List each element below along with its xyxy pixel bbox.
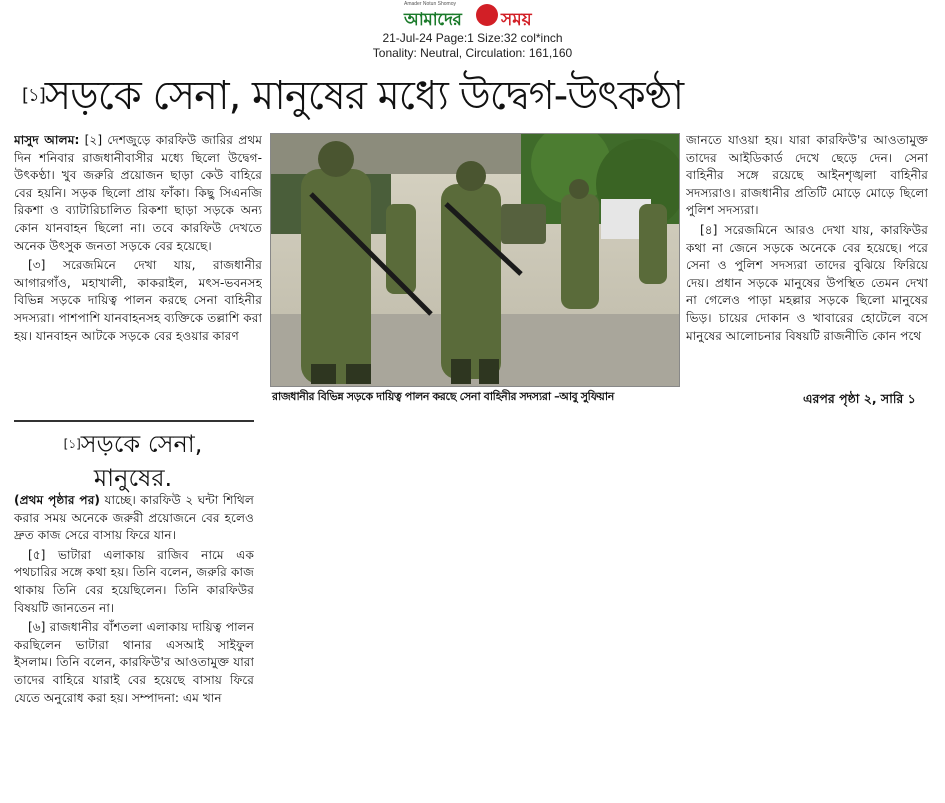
continuation-paragraph-2: [৫] ভাটারা এলাকায় রাজিব নামে এক পথচারির সঙ্গে কথা হয়। তিনি বলেন, জরুরি কাজ থাকায় তিনি বের হয়েছিলেন। তিনি কারফিউর বিষয়টি জানতেন না।: [14, 547, 254, 615]
article-paragraph-1-text: [২] দেশজুড়ে কারফিউ জারির প্রথম দিন শনিবার রাজধানীবাসীর মধ্যে ছিলো উদ্বেগ-উৎকণ্ঠা। খুব জরুরি প্রয়োজন ছাড়া কেউ বাহিরে বের হয়নি। সড়ক ছিলো প্রায় ফাঁকা। কিছু সিএনজি রিকশা ও ব্যাটারিচালিত রিকশা ছাড়া সড়কে অন্য কোন যানবাহন ছিলো না। তবে কারফিউ দেখতে অনেক উৎসুক জনতা সড়কে বের হয়েছে।: [14, 133, 262, 253]
continuation-paragraph-1-text: যাচ্ছে। কারফিউ ২ ঘন্টা শিথিল করার সময় অনেকে জরুরী প্রয়োজনে বের হলেও দ্রুত কাজ সেরে বাসায় ফিরে যান।: [14, 493, 254, 543]
continuation-paragraph-1: [14, 492, 254, 545]
soldiers-photo-image: [271, 134, 679, 386]
continuation-lead: (প্রথম পৃষ্ঠার পর): [14, 493, 100, 507]
clip-meta-circulation: Tonality: Neutral, Circulation: 161,160: [372, 46, 573, 60]
masthead-logo: [404, 2, 544, 28]
continuation-title-line2: মানুষের.: [93, 464, 173, 492]
headline-ref: [১]: [22, 85, 45, 106]
continuation-column: [14, 492, 254, 802]
headline: [22, 70, 927, 122]
article-paragraph-3: জানতে যাওয়া হয়। যারা কারফিউ'র আওতামুক্ত তাদের আইডিকার্ড দেখে ছেড়ে দেন। সেনা বাহিনীর সঙ্গে রয়েছে আইনশৃঙ্খলা বাহিনীর সদস্যরাও। রাজধানীর প্রতিটি মোড়ে মোড়ে ছিলো পুলিশ সদস্যরা।: [686, 133, 928, 218]
photo-caption: রাজধানীর বিভিন্ন সড়কে দায়িত্ব পালন করছে সেনা বাহিনীর সদস্যরা –আবু সুফিয়ান: [272, 390, 614, 403]
headline-text: সড়কে সেনা, মানুষের মধ্যে উদ্বেগ-উৎকণ্ঠা: [44, 73, 684, 119]
masthead-tagline: Amader Notun Shomoy: [404, 1, 456, 7]
article-column-right: [686, 132, 928, 387]
article-paragraph-1: [14, 132, 262, 255]
byline: মাসুদ আলম:: [14, 133, 80, 147]
news-photo: [270, 133, 680, 387]
clip-meta-date: 21-Jul-24 Page:1 Size:32 col*inch: [382, 31, 563, 45]
article-paragraph-4: [৪] সরেজমিনে আরও দেখা যায়, কারফিউর কথা না জেনে সড়কে অনেকে বের হয়েছে। পরে সেনা ও পুলিশ সদস্যরা তাদের বুঝিয়ে ফিরিয়ে দেয়। প্রধান সড়কে মানুষের উপস্থিত তেমন দেখা না গেলেও পাড়া মহল্লার সড়কে ছিলো মানুষের ভিড়। চায়ের দোকান ও খাবারের হোটেলে বসে মানুষের আলোচনার বিষয়টি রাজনীতি কোন পথে: [686, 222, 928, 343]
masthead-name-left: আমাদের: [404, 10, 462, 30]
article-paragraph-2: [৩] সরেজমিনে দেখা যায়, রাজধানীর আগারগাঁও, মহাখালী, কাকরাইল, মৎস-ভবনসহ বিভিন্ন সড়কে দায়িত্ব পালন করছে সেনা বাহিনীর সদস্যরা। পাশপাশি যানবাহনসহ ব্যক্তিকে তল্লাশি করা হয়। যানবাহন আটকে সড়কে বের হওয়ার কারণ: [14, 258, 262, 343]
continuation-ref: [১]: [63, 437, 81, 451]
continuation-headline: [22, 427, 244, 495]
article-column-left: [14, 132, 262, 414]
continuation-title-line1: সড়কে সেনা,: [80, 430, 203, 458]
continuation-paragraph-3: [৬] রাজধানীর বাঁশতলা এলাকায় দায়িত্ব পালন করছিলেন ভাটারা থানার এসআই সাইফুল ইসলাম। তিনি বলেন, কারফিউ'র আওতামুক্ত যারা তাদের বাহিরে যারাই বের হয়েছে বাসায় ফিরে যেতে অনুরোধ করা হয়। সম্পাদনা: এম খান: [14, 620, 254, 705]
masthead-emblem-icon: [476, 4, 498, 26]
continued-on-link[interactable]: এরপর পৃষ্ঠা ২, সারি ১: [803, 391, 916, 406]
section-divider: [14, 420, 254, 422]
masthead-name-right: সময়: [501, 10, 532, 30]
